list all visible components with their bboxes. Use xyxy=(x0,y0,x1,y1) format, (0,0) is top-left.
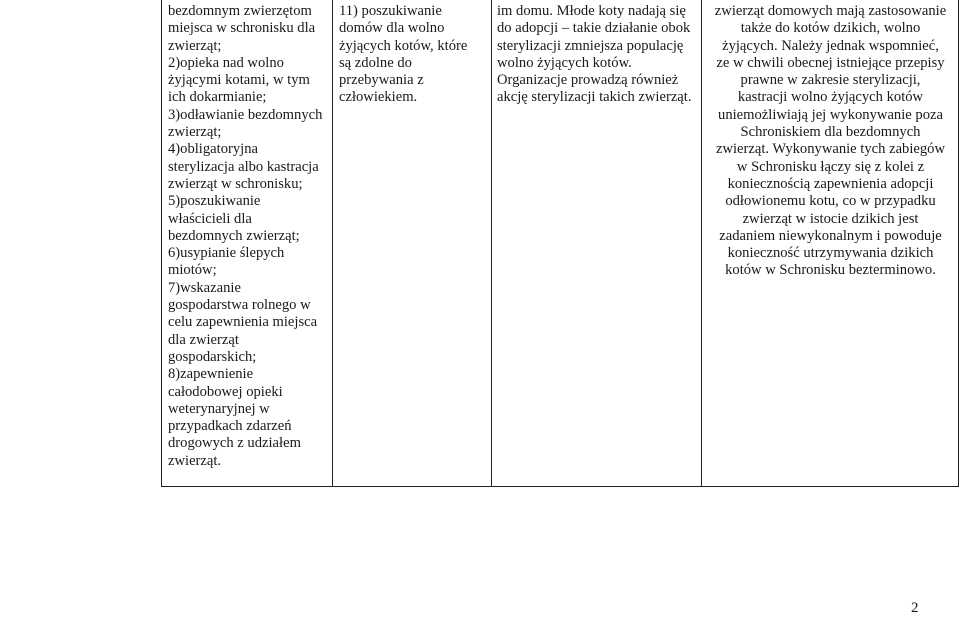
table-cell-col-3 xyxy=(492,0,702,486)
table-cell-col-2 xyxy=(333,0,492,486)
cell-text-col-4: zwierząt domowych mają zastosowanie także do kotów dzikich, wolno żyjących. Należy jednak wspomnieć, ze w chwili obecnej istniejące przepisy prawne w zakresie sterylizacji, kastracji wolno żyjących kotów uniemożliwiają jej wykonywanie poza Schroniskiem dla bezdomnych zwierząt. Wykonywanie tych zabiegów w Schronisku łączy się z kolei z koniecznością zapewnienia adopcji odłowionemu kotu, co w przypadku zwierząt w istocie dzikich jest zadaniem niewykonalnym i powoduje konieczność utrzymywania dzikich kotów w Schronisku bezterminowo. xyxy=(714,3,947,279)
table-cell-col-4 xyxy=(702,0,958,486)
table-cell-col-1 xyxy=(162,0,333,486)
document-table xyxy=(161,0,959,487)
cell-text-col-3: im domu. Młode koty nadają się do adopcji – takie działanie obok sterylizacji zmniejsza populację wolno żyjących kotów. Organizacje prowadzą również akcję sterylizacji takich zwierząt. xyxy=(497,3,692,106)
page-number: 2 xyxy=(911,600,919,616)
cell-text-col-1: bezdomnym zwierzętom miejsca w schronisku dla zwierząt; 2)opieka nad wolno żyjącymi kotami, w tym ich dokarmianie; 3)odławianie bezdomnych zwierząt; 4)obligatoryjna sterylizacja albo kastracja zwierząt w schronisku; 5)poszukiwanie właścicieli dla bezdomnych zwierząt; 6)usypianie ślepych miotów; 7)wskazanie gospodarstwa rolnego w celu zapewnienia miejsca dla zwierząt gospodarskich; 8)zapewnienie całodobowej opieki weterynaryjnej w przypadkach zdarzeń drogowych z udziałem zwierząt. xyxy=(168,3,323,469)
cell-text-col-2: 11) poszukiwanie domów dla wolno żyjących kotów, które są zdolne do przebywania z człowiekiem. xyxy=(339,3,468,106)
